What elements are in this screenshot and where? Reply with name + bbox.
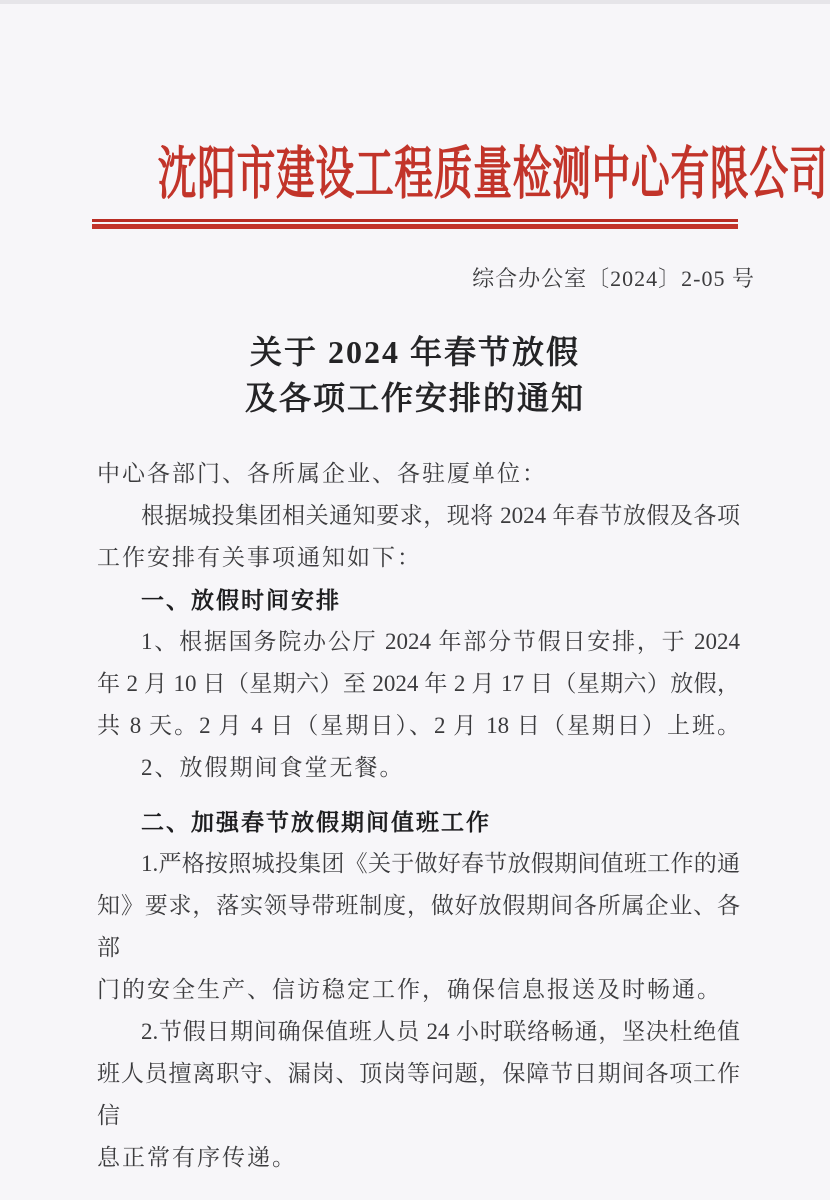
body-line: 班人员擅离职守、漏岗、顶岗等问题，保障节日期间各项工作信	[97, 1061, 740, 1128]
salutation-line: 中心各部门、各所属企业、各驻厦单位：	[97, 461, 547, 486]
body-line: 工作安排有关事项通知如下：	[97, 545, 422, 570]
body-line: 共 8 天。2 月 4 日（星期日）、2 月 18 日（星期日）上班。	[97, 713, 740, 738]
body-line: 2、放假期间食堂无餐。	[141, 755, 405, 780]
body-line: 1.严格按照城投集团《关于做好春节放假期间值班工作的通	[141, 851, 740, 876]
body-line: 2.节假日期间确保值班人员 24 小时联络畅通，坚决杜绝值	[141, 1019, 740, 1044]
notice-title-line-2: 及各项工作安排的通知	[244, 380, 585, 416]
red-divider-line	[92, 219, 738, 229]
body-line: 1、根据国务院办公厅 2024 年部分节假日安排，于 2024	[141, 629, 740, 654]
notice-body	[97, 453, 740, 1179]
company-header: 沈阳市建设工程质量检测中心有限公司	[157, 143, 829, 206]
body-line: 知》要求，落实领导带班制度，做好放假期间各所属企业、各部	[97, 893, 740, 960]
document-page	[0, 4, 830, 1200]
body-line: 门的安全生产、信访稳定工作，确保信息报送及时畅通。	[97, 977, 722, 1002]
section-heading-1: 一、放假时间安排	[141, 587, 341, 613]
body-line: 根据城投集团相关通知要求，现将 2024 年春节放假及各项	[141, 503, 740, 528]
body-line: 年 2 月 10 日（星期六）至 2024 年 2 月 17 日（星期六）放假，	[97, 671, 740, 696]
doc-number: 综合办公室〔2024〕2-05 号	[472, 266, 755, 291]
notice-title-line-1: 关于 2024 年春节放假	[249, 334, 580, 370]
section-heading-2: 二、加强春节放假期间值班工作	[141, 809, 491, 835]
letterhead	[0, 4, 830, 205]
body-line: 息正常有序传递。	[97, 1145, 297, 1170]
notice-title	[0, 329, 830, 421]
